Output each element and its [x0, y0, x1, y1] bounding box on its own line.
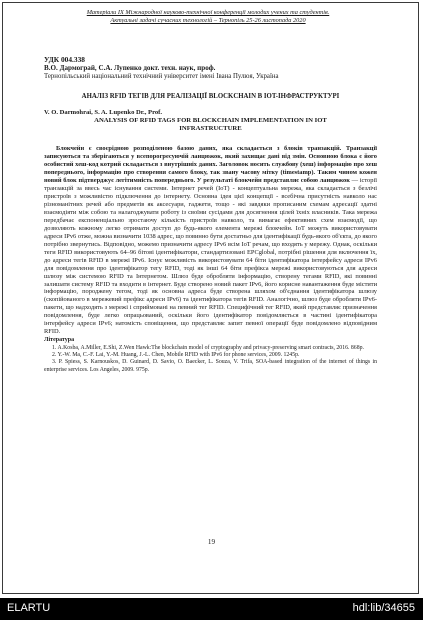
references-heading: Література [44, 337, 75, 344]
udk-code: УДК 004.338 [44, 55, 85, 64]
article-title-ua: АНАЛІЗ RFID ТЕГІВ ДЛЯ РЕАЛІЗАЦІЇ BLOCKCHAIN В IOT-ІНФРАСТРУКТУРІ [81, 92, 340, 100]
authors-en: V. O. Darmohrai, S. A. Lupenko Dr., Prof. [44, 109, 163, 117]
affiliation: Тернопільський національний технічний університет імені Івана Пулюя, Україна [44, 72, 279, 80]
reference-item: 1. A.Kosba, A.Miller, E.Shi, Z.Wen Hawk:The blockchain model of cryptography and privacy-preserving smart contracts, 2016. 868p. [52, 344, 364, 351]
article-body [44, 55, 377, 374]
repository-name: ELARTU [7, 602, 51, 614]
conference-header [40, 9, 376, 25]
abstract [44, 145, 377, 336]
header-line-1: Матеріали IX Міжнародної науково-технічної конференції молодих учених та студентів. [86, 9, 330, 16]
handle-identifier[interactable]: hdl:lib/34655 [352, 602, 415, 614]
reference-item: 3. P. Spiess, S. Karnouskos, D. Guinard, D. Savio, O. Baecker, L. Souza, V. Trifa, SOA-based integration of the internet of things in enterprise services. Los Angeles, 2009. 975p. [44, 359, 377, 373]
abstract-bold-part: Блокчейн є своєрідною розподіленою базою даних, яка складається з блоків транзакцій. Транзакції записуються та зберігаються у всепорогресуючій ланцюжок, який захищає дані від змін. Основною блока є його особистий хеш-код котрий складається з внутрішніх даних. Заголовок носить службову (хеш) інформацію про хеш попереднього, інформацію про створення самого блоку, так звану часову мітку (timestamp). Таким чином кожен новий блок підтверджує легітимність попереднього. У результаті блокчейн представляє собою ланцюжок [44, 145, 377, 185]
page-number: 19 [207, 538, 216, 546]
authors-ua: В.О. Дармограй, С.А. Лупенко докт. техн. наук, проф. [44, 64, 216, 72]
references-list [44, 345, 377, 374]
article-title-en: ANALYSIS OF RFID TAGS FOR BLOCKCHAIN IMPLEMENTATION IN IOT INFRASTRUCTURE [94, 117, 327, 133]
repository-footer-bar [0, 598, 423, 620]
reference-item: 2. Y.-W. Ma, C.-F. Lai, Y.-M. Huang, J.-L. Chen, Mobile RFID with IPv6 for phone services, 2009. 1245p. [52, 351, 300, 358]
abstract-body: — історії транзакцій за ввесь час існування системи. Інтернет речей (IoT) - концептуальна мережа, яка складається з безлічі пристроїв з можливістю підключення до інтернету. Основна ідея цієї концепції - всебічна присутність навколо нас різноманітних речей або предметів як аксесуари, гаджети, тощо - які завдяки прописаним схемам адресації здатні взаємодіяти між собою та налагоджувати роботу із своїми сусідами для досягнення цілей їхніх власників. Така мережа передбачає експоненціально зростаючу кількість пристроїв навколо, та вимагає ефективних схем взаємодії, що дозволяють кожному легко отримати доступ до будь-якого елемента мережі блокчейн. IoT можуть використовувати адреси IPv6 отже, можна визначити 1038 адрес, що повинно бути достатньо для ідентифікації будь-якого об'єкта, до якого потрібно звернутись. Відповідно, можемо призначити адресу IPv6 всім IoT речам, що входять у мережу. Однак, оскільки теги RFID використовують 64–96 бітові ідентифікатори, стандартизовані EPCglobal, потрібні рішення для включення їх, до адреси тегів RFID в мережі IPv6. Існує можливість використовувати 64 біти ідентифікатора інтерфейсу адреси IPv6 для повідомлення про ідентифікатор тегу RFID, тоді як інші 64 біти префікса мережі використовуються для адреси шлюзу між системою RFID та Інтернетом. Шлюз буде обробляти інформацію, створену тегами RFID, які повинні залишати систему RFID та входити в інтернет. Буде створено новий пакет IPv6, його корисне навантаження буде містити інформацію, породжену тегом, тоді як основна адреса буде створена шляхом об'єднання ідентифікатора шлюзу (скопійованого в мережевий префікс адреси IPv6) та ідентифікатора тегів RFID. Аналогічно, шлюз буде обробляти IPv6-пакети, що надходять з мережі і сприймовані на певний тег RFID. Специфічний тег RFID, який представляє призначення повідомлення, буде легко опрацьований, оскільки його ідентифікатор повідомляється в частині ідентифікатора інтерфейсу адреси IPv6; натомість сповіщення, що представляє запит певної операції буде повідомлено відповідним RFID. [44, 177, 377, 336]
header-line-2: Актуальні задачі сучасних технологій – Тернопіль 25-26 листопада 2020 [110, 17, 306, 24]
